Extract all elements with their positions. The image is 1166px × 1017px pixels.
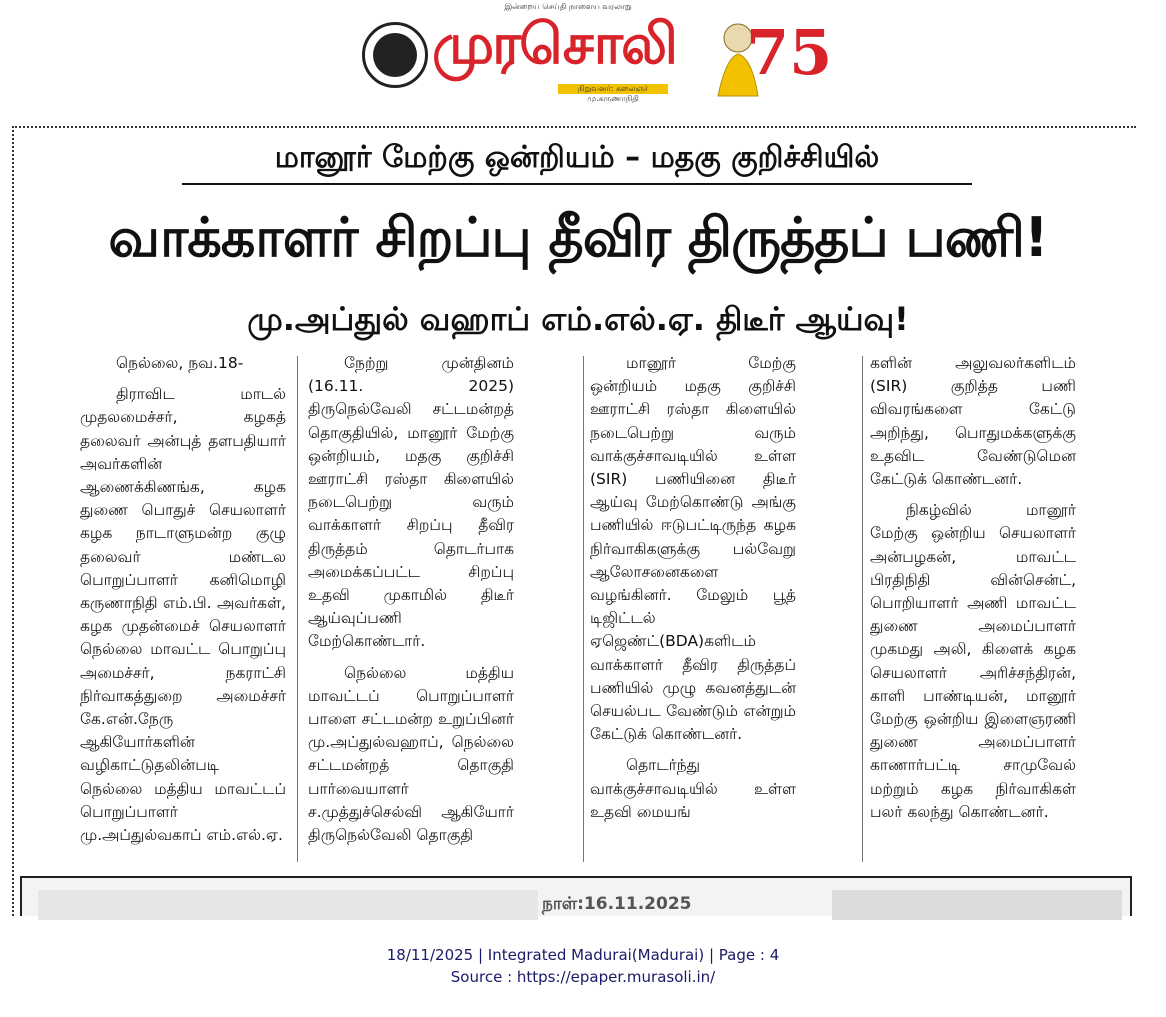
emblem-seal-icon (362, 22, 428, 88)
page-footer (0, 944, 1166, 988)
article-column-1 (80, 352, 286, 847)
footer-source-link[interactable]: Source : https://epaper.murasoli.in/ (450, 968, 716, 986)
article-photo (20, 876, 1132, 916)
masthead-subtitle: நிறுவனர்: கலைஞர் மு.கருணாநிதி (558, 84, 668, 94)
page-frame-left (12, 126, 14, 916)
masthead-title: முரசொலி (432, 12, 676, 77)
photo-right-region (832, 890, 1122, 920)
anniversary-number: 75 (746, 16, 833, 89)
article-col3-p2: தொடர்ந்து வாக்குச்சாவடியில் உள்ள உதவி மையங் (590, 756, 796, 821)
article-col4-p2: நிகழ்வில் மானூர் மேற்கு ஒன்றிய செயலாளர் அன்பழகன், மாவட்ட பிரதிநிதி வின்சென்ட், பொறியாளர் அணி மாவட்ட துணை அமைப்பாளர் முகமது அலி, கிளைக் கழக செயலாளர் அரிச்சந்திரன், காளி பாண்டியன், மானூர் மேற்கு ஒன்றிய இளைஞரணி துணை அமைப்பாளர் காணார்பட்டி சாமுவேல் மற்றும் கழக நிர்வாகிகள் பலர் கலந்து கொண்டனர். (870, 501, 1076, 821)
article-col1-text: திராவிட மாடல் முதலமைச்சர், கழகத் தலைவர் அன்புத் தளபதியார் அவர்களின் ஆணைக்கிணங்க, கழக துணை பொதுச் செயலாளர் கழக நாடாளுமன்ற குழு தலைவர் மண்டல பொறுப்பாளர் கனிமொழி கருணாநிதி எம்.பி. அவர்கள், கழக முதன்மைச் செயலாளர் நெல்லை மாவட்ட பொறுப்பு அமைச்சர், நகராட்சி நிர்வாகத்துறை அமைச்சர் கே.என்.நேரு ஆகியோர்களின் வழிகாட்டுதலின்படி நெல்லை மத்திய மாவட்டப் பொறுப்பாளர் மு.அப்துல்வகாப் எம்.எல்.ஏ. (80, 385, 286, 845)
article-col3-p1: மானூர் மேற்கு ஒன்றியம் மதகு குறிச்சி ஊராட்சி ரஸ்தா கிளையில் நடைபெற்று வரும் வாக்குச்சாவடியில் உள்ள (SIR) பணியினை திடீர் ஆய்வு மேற்கொண்டு அங்கு பணியில் ஈடுபட்டிருந்த கழக நிர்வாகிகளுக்கு பல்வேறு ஆலோசனைகளை வழங்கினர். மேலும் பூத் டிஜிட்டல் ஏஜெண்ட்(BDA)களிடம் வாக்காளர் தீவிர திருத்தப் பணியில் முழு கவனத்துடன் செயல்பட வேண்டும் என்றும் கேட்டுக் கொண்டனர். (590, 354, 796, 744)
article-column-2 (308, 352, 514, 847)
photo-date-stamp: நாள்:16.11.2025 (542, 894, 692, 914)
article-col2-p2: நெல்லை மத்திய மாவட்டப் பொறுப்பாளர் பாளை சட்டமன்ற உறுப்பினர் மு.அப்துல்வஹாப், நெல்லை சட்டமன்றத் தொகுதி பார்வையாளர் ச.முத்துச்செல்வி ஆகியோர் திருநெல்வேலி தொகுதி (308, 663, 514, 845)
page-frame-top (12, 126, 1136, 128)
article-col4-p1: களின் அலுவலர்களிடம் (SIR) குறித்த பணி விவரங்களை கேட்டு அறிந்து, பொதுமக்களுக்கு உதவிட வேண்டுமென கேட்டுக் கொண்டனர். (870, 354, 1076, 489)
article-col2-p1: நேற்று முன்தினம் (16.11. 2025) திருநெல்வேலி சட்டமன்றத் தொகுதியில், மானூர் மேற்கு ஒன்றியம், மதகு குறிச்சி ஊராட்சி ரஸ்தா கிளையில் நடைபெற்று வரும் வாக்காளர் சிறப்பு தீவிர திருத்தம் தொடர்பாக அமைக்கப்பட்ட சிறப்பு உதவி முகாமில் திடீர் ஆய்வுப்பணி மேற்கொண்டார். (308, 354, 514, 651)
anniversary-75-logo (706, 8, 833, 98)
article-headline: வாக்காளர் சிறப்பு தீவிர திருத்தப் பணி! (108, 206, 1048, 269)
article-subhead: மு.அப்துல் வஹாப் எம்.எல்.ஏ. திடீர் ஆய்வு! (247, 300, 909, 338)
article-column-4 (870, 352, 1076, 824)
column-divider (583, 356, 584, 862)
article-column-3 (590, 352, 796, 824)
footer-edition-info: 18/11/2025 | Integrated Madurai(Madurai) | Page : 4 (386, 946, 780, 964)
article-dateline: நெல்லை, நவ.18- (116, 354, 244, 372)
photo-left-region (38, 890, 538, 920)
column-divider (297, 356, 298, 862)
masthead-tagline: இன்றைய செய்தி நாளைய வரலாறு (504, 2, 632, 11)
article-kicker: மானூர் மேற்கு ஒன்றியம் – மதகு குறிச்சியில் (182, 140, 972, 185)
column-divider (862, 356, 863, 862)
